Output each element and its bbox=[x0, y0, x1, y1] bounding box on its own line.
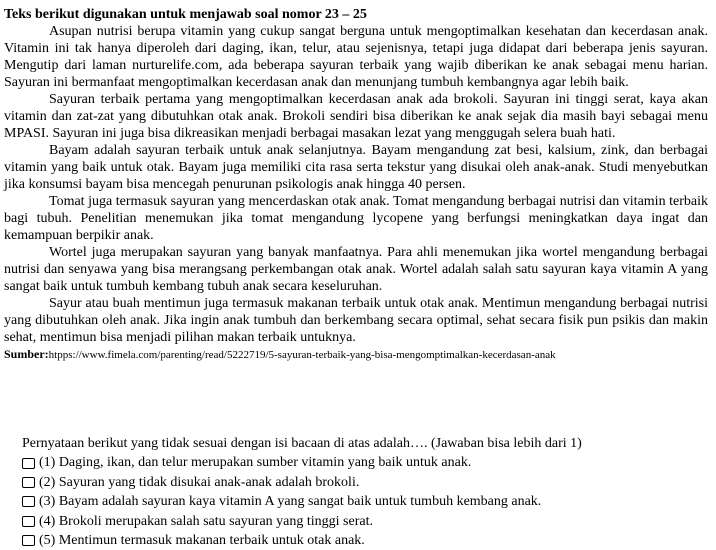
option-label: (3) Bayam adalah sayuran kaya vitamin A yang sangat baik untuk tumbuh kembang anak. bbox=[39, 494, 542, 510]
checkbox-icon[interactable] bbox=[22, 516, 35, 527]
passage-paragraph-2: Sayuran terbaik pertama yang mengoptimalkan kecerdasan anak ada brokoli. Sayuran ini tinggi serat, kaya akan vitamin dan zat-zat yang dibutuhkan otak anak. Brokoli sendiri bisa diberikan ke anak sejak dia masih bayi sebagai menu MPASI. Sayuran ini juga bisa dikreasikan menjadi berbagai masakan lezat yang menggugah selera buah hati. bbox=[4, 92, 708, 141]
passage-paragraph-4: Tomat juga termasuk sayuran yang mencerdaskan otak anak. Tomat mengandung berbagai nutrisi dan vitamin terbaik bagi tubuh. Penelitian menemukan jika tomat mengandung lycopene yang berfungsi meningkatkan daya ingat dan kemampuan berpikir anak. bbox=[4, 194, 708, 243]
checkbox-icon[interactable] bbox=[22, 477, 35, 488]
passage-paragraph-1: Asupan nutrisi berupa vitamin yang cukup sangat berguna untuk mengoptimalkan kesehatan dan kecerdasan anak. Vitamin ini tak hanya diperoleh dari daging, ikan, telur, atau sejenisnya, tetapi juga didapat dari beberapa jenis sayuran. Mengutip dari laman nurturelife.com, ada beberapa sayuran terbaik yang wajib diberikan ke anak sebagai menu harian. Sayuran ini bermanfaat mengoptimalkan kecerdasan anak dan menunjang tumbuh kembangnya agar lebih baik. bbox=[4, 24, 708, 90]
passage-paragraph-5: Wortel juga merupakan sayuran yang banyak manfaatnya. Para ahli menemukan jika wortel mengandung berbagai nutrisi dan senyawa yang bisa merangsang perkembangan otak anak. Wortel adalah salah satu sayuran kaya vitamin A yang sangat baik untuk tumbuh kembang tubuh anak secara keseluruhan. bbox=[4, 245, 708, 294]
checkbox-icon[interactable] bbox=[22, 458, 35, 469]
passage-paragraph-6: Sayur atau buah mentimun juga termasuk makanan terbaik untuk otak anak. Mentimun mengandung berbagai nutrisi yang dibutuhkan oleh anak. Jika ingin anak tumbuh dan berkembang secara optimal, sehat secara fisik pun psikis dan makin sehat, mentimun bisa menjadi pilihan makan terbaik untuknya. bbox=[4, 296, 708, 345]
answer-option-2[interactable] bbox=[22, 473, 712, 492]
source-citation bbox=[4, 347, 708, 362]
question-block bbox=[22, 434, 712, 550]
passage-paragraph-3: Bayam adalah sayuran terbaik untuk anak selanjutnya. Bayam mengandung zat besi, kalsium, zink, dan berbagai vitamin yang baik untuk otak. Bayam juga memiliki cita rasa serta tekstur yang disukai oleh anak-anak. Studi menyebutkan jika konsumsi bayam bisa mencegah penurunan psikologis anak hingga 40 persen. bbox=[4, 143, 708, 192]
checkbox-icon[interactable] bbox=[22, 535, 35, 546]
passage-title: Teks berikut digunakan untuk menjawab soal nomor 23 – 25 bbox=[4, 7, 367, 22]
answer-option-3[interactable] bbox=[22, 492, 712, 511]
reading-passage bbox=[4, 6, 708, 362]
answer-option-1[interactable] bbox=[22, 453, 712, 472]
answer-option-5[interactable] bbox=[22, 531, 712, 550]
option-label: (4) Brokoli merupakan salah satu sayuran yang tinggi serat. bbox=[39, 513, 373, 529]
option-label: (1) Daging, ikan, dan telur merupakan sumber vitamin yang baik untuk anak. bbox=[39, 455, 472, 471]
checkbox-icon[interactable] bbox=[22, 496, 35, 507]
source-label: Sumber: bbox=[4, 347, 49, 361]
option-label: (2) Sayuran yang tidak disukai anak-anak adalah brokoli. bbox=[39, 474, 360, 490]
question-prompt: Pernyataan berikut yang tidak sesuai dengan isi bacaan di atas adalah…. (Jawaban bisa lebih dari 1) bbox=[22, 436, 582, 451]
option-label: (5) Mentimun termasuk makanan terbaik untuk otak anak. bbox=[39, 533, 365, 549]
source-url: htpps://www.fimela.com/parenting/read/5222719/5-sayuran-terbaik-yang-bisa-mengomptimalkan-kecerdasan-anak bbox=[48, 349, 556, 361]
answer-option-4[interactable] bbox=[22, 512, 712, 531]
